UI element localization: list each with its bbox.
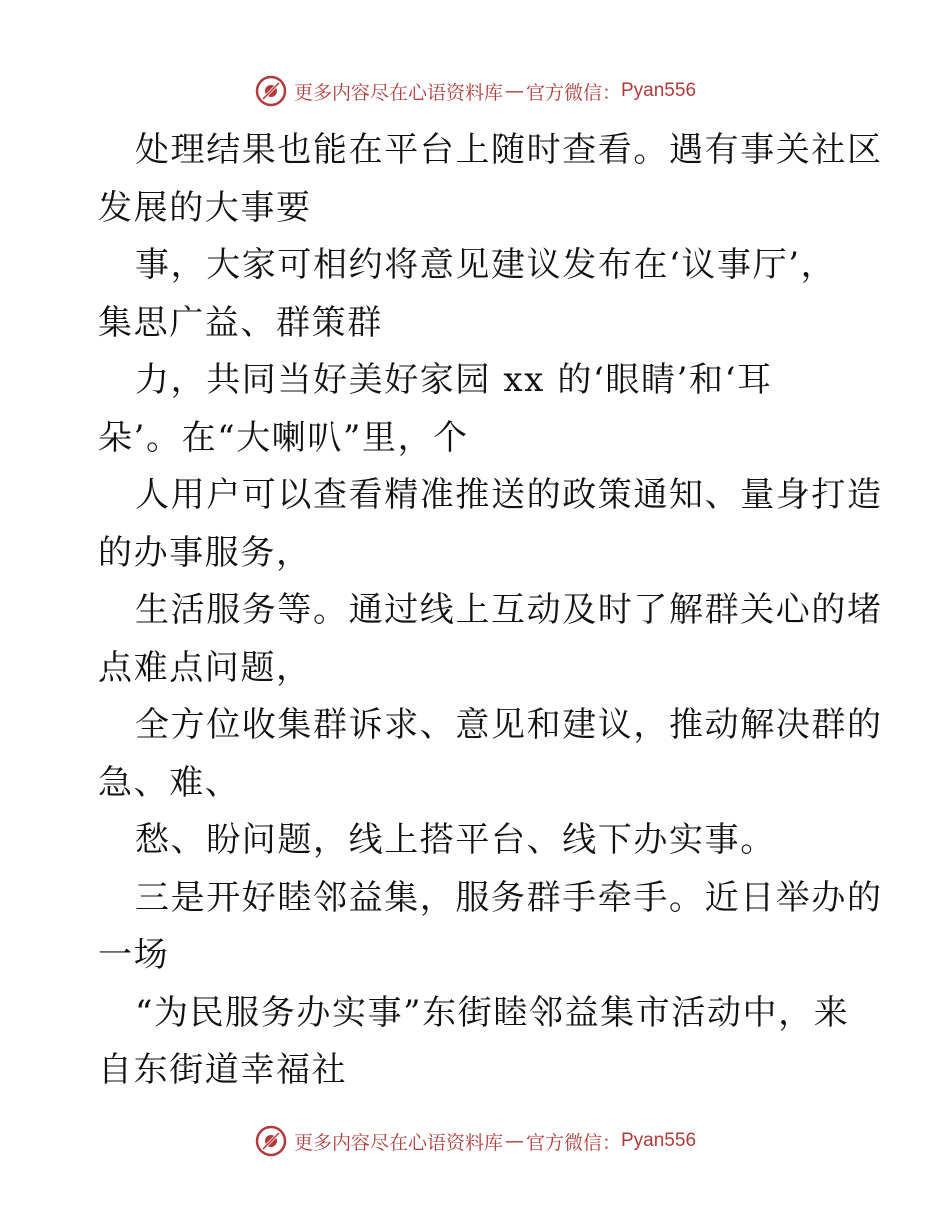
paragraph-first-line: 全方位收集群诉求、意见和建议，推动解决群的 — [135, 705, 883, 745]
paragraph-rest-line: 点难点问题， — [98, 647, 312, 688]
document-body — [98, 122, 883, 1100]
paragraph-first-line: 三是开好睦邻益集，服务群手牵手。近日举办的 — [135, 877, 883, 918]
paragraph-first-line: 力，共同当好美好家园 xx 的‘眼睛’和‘耳 — [135, 360, 773, 400]
paragraph-rest-line: 发展的大事要 — [98, 187, 312, 228]
banner-prefix-text: 更多内容尽在心语资料库 — [293, 1131, 503, 1154]
paragraph-first-line: 愁、盼问题，线上搭平台、线下办实事。 — [135, 820, 776, 860]
banner-wechat-id: Pyan556 — [621, 1130, 697, 1151]
banner-wechat-label: 官方微信： — [525, 81, 621, 104]
banner-dash: — — [504, 1130, 524, 1152]
brand-logo-icon — [254, 74, 288, 108]
footer-watermark-banner — [0, 1121, 950, 1161]
paragraph-first-line: 人用户可以查看精准推送的政策通知、量身打造 — [135, 475, 883, 515]
paragraph-rest-line: 自东街道幸福社 — [98, 1050, 348, 1090]
banner-wechat-id: Pyan556 — [621, 80, 697, 101]
brand-logo-icon — [254, 1124, 288, 1158]
banner-dash: — — [504, 80, 524, 102]
paragraph-rest-line: 一场 — [98, 935, 170, 975]
paragraph-first-line: “为民服务办实事”东街睦邻益集市活动中，来 — [135, 992, 850, 1033]
banner-wechat-label: 官方微信： — [525, 1131, 621, 1154]
paragraph-rest-line: 急、难、 — [98, 762, 241, 803]
paragraph-first-line: 事，大家可相约将意见建议发布在‘议事厅’， — [135, 245, 837, 285]
paragraph-rest-line: 集思广益、群策群 — [98, 302, 383, 343]
header-watermark-banner — [0, 71, 950, 111]
paragraph-first-line: 生活服务等。通过线上互动及时了解群关心的堵 — [135, 590, 883, 630]
paragraph-rest-line: 的办事服务， — [98, 532, 312, 573]
paragraph-first-line: 处理结果也能在平台上随时查看。遇有事关社区 — [135, 130, 883, 170]
banner-prefix-text: 更多内容尽在心语资料库 — [293, 81, 503, 104]
paragraph-rest-line: 朵’。在“大喇叭”里，个 — [98, 417, 469, 458]
